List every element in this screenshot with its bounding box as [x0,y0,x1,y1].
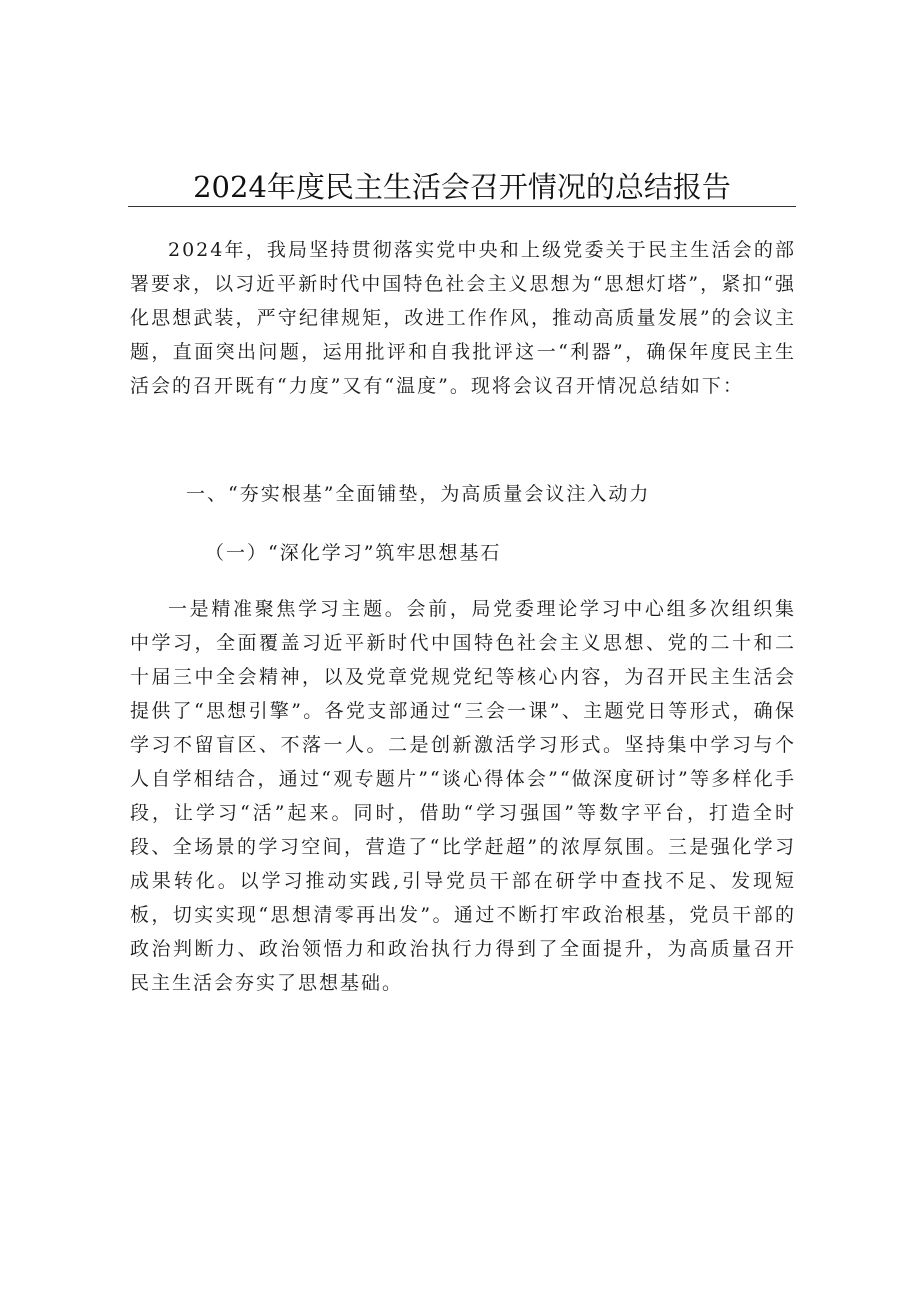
section-heading-1: 一、“夯实根基”全面铺垫，为高质量会议注入动力 [186,483,651,505]
document-title: 2024年度民主生活会召开情况的总结报告 [193,170,731,204]
subsection-heading-1-1: （一）“深化学习”筑牢思想基石 [205,542,502,564]
intro-paragraph: 2024年，我局坚持贯彻落实党中央和上级党委关于民主生活会的部署要求，以习近平新时代中国特色社会主义思想为“思想灯塔”，紧扣“强化思想武装，严守纪律规矩，改进工作作风，推动高质量发展”的会议主题，直面突出问题，运用批评和自我批评这一“利器”，确保年度民主生活会的召开既有“力度”又有“温度”。现将会议召开情况总结如下： [130,239,796,397]
title-underline [128,206,796,207]
study-paragraph: 一是精准聚焦学习主题。会前，局党委理论学习中心组多次组织集中学习，全面覆盖习近平新时代中国特色社会主义思想、党的二十和二十届三中全会精神，以及党章党规党纪等核心内容，为召开民主生活会提供了“思想引擎”。各党支部通过“三会一课”、主题党日等形式，确保学习不留盲区、不落一人。二是创新激活学习形式。坚持集中学习与个人自学相结合，通过“观专题片”“谈心得体会”“做深度研讨”等多样化手段，让学习“活”起来。同时，借助“学习强国”等数字平台，打造全时段、全场景的学习空间，营造了“比学赶超”的浓厚氛围。三是强化学习成果转化。以学习推动实践,引导党员干部在研学中查找不足、发现短板，切实实现“思想清零再出发”。通过不断打牢政治根基，党员干部的政治判断力、政治领悟力和政治执行力得到了全面提升，为高质量召开民主生活会夯实了思想基础。 [130,598,796,994]
